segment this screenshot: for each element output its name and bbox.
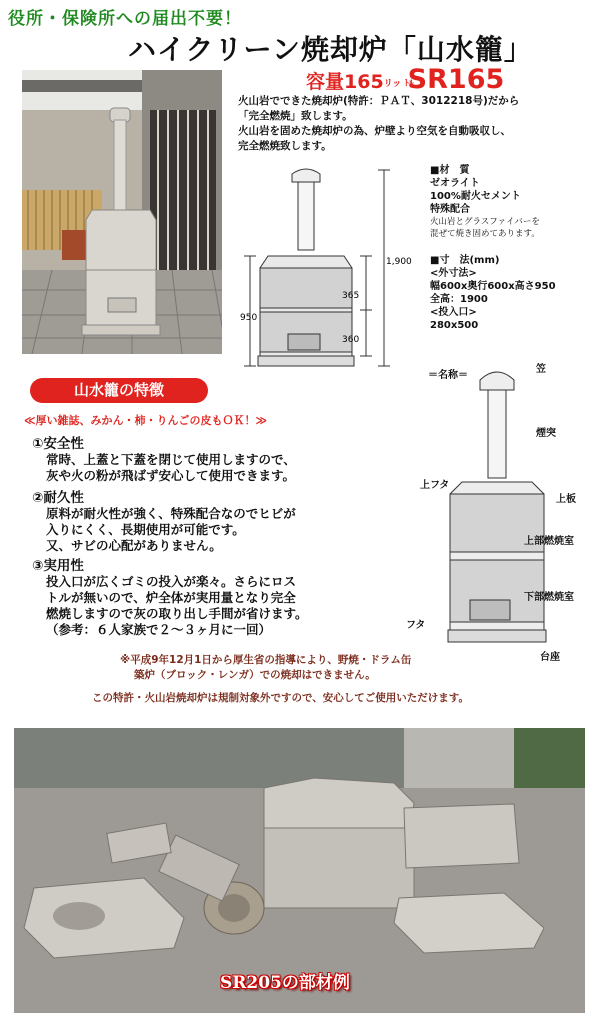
capacity-line (306, 64, 504, 95)
feature-text: トルが無いので、炉全体が実用量となり完全 (46, 590, 296, 605)
feature-heading: ①安全性 (32, 436, 84, 452)
intro-line: 「完全燃焼」致します。 (238, 110, 353, 122)
part-label-joubu: 上部燃焼室 (524, 536, 574, 547)
spec-line: 全高：1900 (430, 294, 488, 305)
feature-heading: ③実用性 (32, 558, 84, 574)
parts-drawing (440, 360, 550, 665)
intro-line: 火山岩でできた焼却炉(特許：ＰＡＴ、3012218号)だから (238, 95, 520, 107)
part-label-ue-futa: 上フタ (420, 480, 450, 491)
spec-note: 火山岩とグラスファイバーを (430, 217, 540, 227)
spec-line: 100%耐火セメント (430, 191, 521, 202)
part-label-daiza: 台座 (540, 652, 560, 663)
dimension-drawing (240, 160, 420, 385)
intro-line: 火山岩を固めた焼却炉の為、炉壁より空気を自動吸収し、 (238, 125, 511, 137)
feature-text: 入りにくく、長期使用が可能です。 (46, 522, 245, 537)
page-title: ハイクリーン焼却炉「山水籠」 (128, 33, 533, 66)
feature-text: 常時、上蓋と下蓋を閉じて使用しますので、 (46, 452, 296, 467)
feature-text: 原料が耐火性が強く、特殊配合なのでヒビが (46, 506, 296, 521)
part-label-kabu: 下部燃焼室 (524, 592, 574, 603)
dim-upper: 365 (342, 291, 360, 301)
capacity-unit: リッ ﾄﾙ (383, 79, 414, 89)
feature-text: 又、サビの心配がありません。 (46, 538, 222, 553)
feature-text: 燃焼しますので灰の取り出し手間が省けます。 (46, 606, 308, 621)
part-label-kasa: 笠 (536, 364, 546, 375)
feature-heading: ②耐久性 (32, 490, 84, 506)
dim-total: 1,900 (386, 257, 412, 267)
spec-line: ゼオライト (430, 178, 480, 189)
notice-text: 役所・保険所への届出不要！ (8, 9, 242, 29)
feature-durability (32, 490, 372, 554)
dim-body: 950 (240, 313, 258, 323)
photo-caption: SR205の部材例 (220, 973, 350, 993)
part-label-entotsu: 煙突 (536, 428, 556, 439)
model-number: SR165 (407, 64, 505, 95)
features-tagline: ≪厚い雑誌、みかん・柿・りんごの皮もＯＫ！≫ (24, 414, 268, 427)
parts-name-label: ＝名称＝ (428, 370, 468, 381)
spec-line: 280x500 (430, 320, 479, 331)
features-badge: 山水籠の特徴 (30, 378, 208, 403)
intro-line: 完全燃焼致します。 (238, 140, 332, 152)
spec-material-title: ■材 質 (430, 165, 470, 176)
feature-text: 灰や火の粉が飛ばず安心して使用できます。 (46, 468, 296, 483)
spec-line: 特殊配合 (430, 204, 470, 215)
regulation-note: ※平成9年12月1日から厚生省の指導により、野焼・ドラム缶 (120, 654, 412, 666)
feature-text: （参考：６人家族で２～３ヶ月に一回） (46, 622, 272, 637)
feature-safety (32, 436, 372, 484)
part-label-futa: フタ (406, 620, 426, 631)
feature-practicality (32, 558, 372, 638)
capacity-label: 容量165 (306, 71, 384, 93)
feature-text: 投入口が広くゴミの投入が楽々。さらにロス (46, 574, 297, 589)
spec-dimension-title: ■寸 法(mm) (430, 255, 500, 266)
regulation-note: この特許・火山岩焼却炉は規制対象外ですので、安心してご使用いただけます。 (92, 692, 469, 704)
spec-line: <外寸法> (430, 268, 477, 279)
spec-line: 幅600x奥行600x高さ950 (430, 281, 556, 292)
spec-line: <投入口> (430, 307, 477, 318)
part-label-ue-ita: 上板 (556, 494, 576, 505)
spec-block (430, 164, 595, 332)
installation-photo (22, 70, 222, 354)
regulation-note: 築炉（ブロック・レンガ）での焼却はできません。 (134, 669, 376, 681)
spec-note: 混ぜて焼き固めてあります。 (430, 229, 540, 239)
intro-text (238, 94, 588, 154)
dim-lower: 360 (342, 335, 360, 345)
